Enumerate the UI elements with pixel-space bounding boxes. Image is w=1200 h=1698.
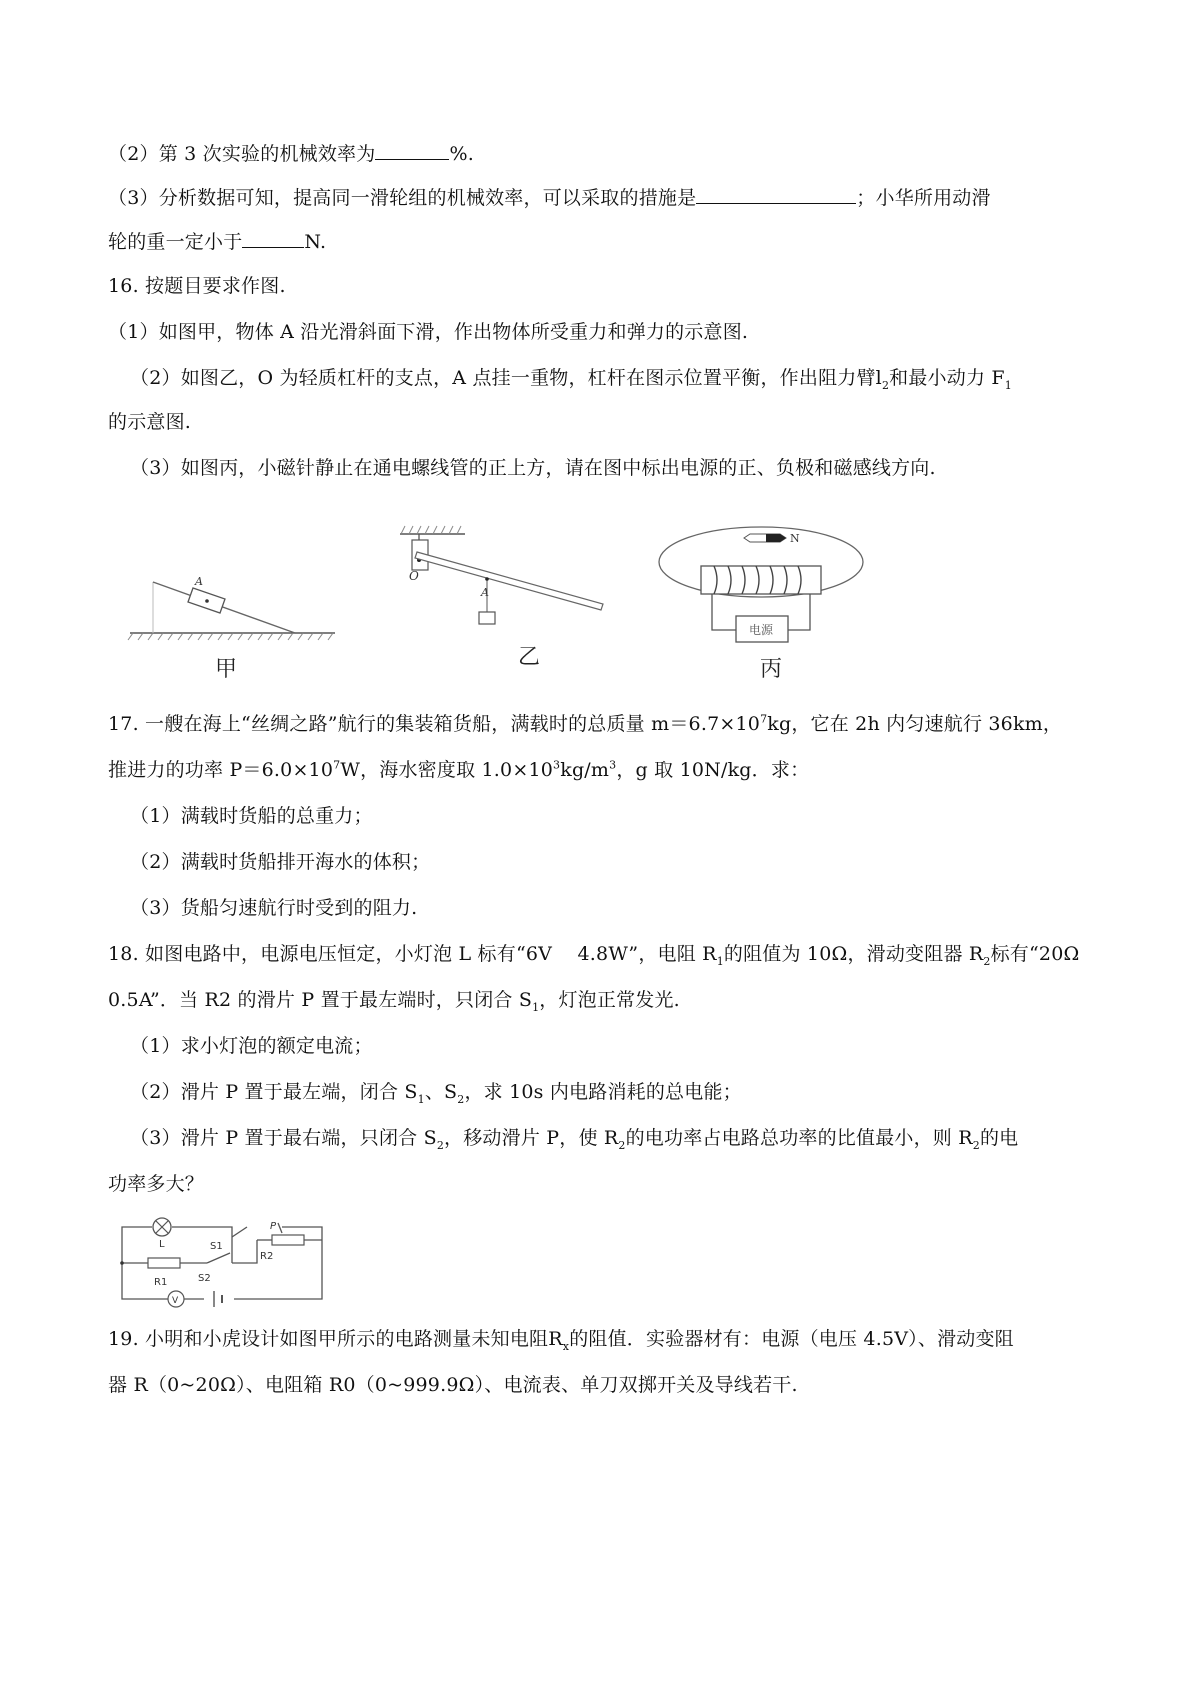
answer-blank bbox=[696, 185, 856, 204]
q18-part3-text3: 的电功率占电路总功率的比值最小，则 R bbox=[625, 1127, 973, 1149]
q19-stem-text2: 的阻值．实验器材有：电源（电压 4.5V）、滑动变阻 bbox=[569, 1328, 1014, 1350]
q15-part3-text2: ；小华所用动滑 bbox=[856, 187, 991, 209]
q16-part2 bbox=[130, 364, 1012, 392]
q15-part2-text: （2）第 3 次实验的机械效率为 bbox=[108, 143, 376, 165]
q17-stem-text2: kg，它在 2h 内匀速航行 36km， bbox=[767, 713, 1063, 735]
figure-yi-lever bbox=[395, 522, 610, 642]
answer-blank bbox=[242, 229, 304, 248]
subscript: 2 bbox=[983, 954, 991, 968]
q15-part2 bbox=[108, 140, 474, 168]
q18-part3-text: （3）滑片 P 置于最右端，只闭合 S bbox=[130, 1127, 437, 1149]
figure-q18-circuit bbox=[112, 1215, 337, 1310]
q18-stem-text: 18. 如图电路中，电源电压恒定，小灯泡 L 标有“6V 4.8W”，电阻 R bbox=[108, 943, 717, 965]
q15-part2-unit: %. bbox=[449, 143, 474, 165]
caption-bing: 丙 bbox=[760, 657, 783, 682]
figure-bing-solenoid bbox=[656, 522, 866, 652]
subscript: x bbox=[562, 1339, 570, 1353]
superscript: 7 bbox=[760, 712, 768, 726]
label-r1: R1 bbox=[154, 1277, 168, 1288]
q18-part3-text4: 的电 bbox=[979, 1127, 1019, 1149]
q17-part3: （3）货船匀速航行时受到的阻力. bbox=[130, 897, 418, 919]
q16-part2-text2: 和最小动力 F bbox=[889, 367, 1005, 389]
q15-part3-cont bbox=[108, 228, 326, 256]
q15-part3-text3: 轮的重一定小于 bbox=[108, 231, 243, 253]
superscript: 7 bbox=[333, 758, 341, 772]
symbol-r: R bbox=[548, 1328, 563, 1350]
q18-part3-text2: ，移动滑片 P，使 R bbox=[444, 1127, 619, 1149]
subscript: 2 bbox=[618, 1138, 626, 1152]
q18-part3-cont: 功率多大？ bbox=[108, 1173, 205, 1195]
q17-part2: （2）满载时货船排开海水的体积； bbox=[130, 851, 431, 873]
q18-part3 bbox=[130, 1124, 1018, 1152]
label-n: N bbox=[790, 532, 800, 545]
label-r2: R2 bbox=[260, 1251, 274, 1262]
q17-stem-text6: ，g 取 10N/kg．求： bbox=[616, 759, 810, 781]
figure-jia-incline bbox=[125, 560, 340, 645]
label-l: L bbox=[159, 1239, 165, 1250]
subscript: 2 bbox=[457, 1092, 465, 1106]
answer-blank bbox=[375, 141, 449, 160]
q16-part2-text: （2）如图乙，O 为轻质杠杆的支点，A 点挂一重物，杠杆在图示位置平衡，作出阻力臂 bbox=[130, 367, 876, 389]
q18-part2-text: （2）滑片 P 置于最左端，闭合 S bbox=[130, 1081, 418, 1103]
label-a: A bbox=[195, 575, 203, 588]
q16-part3: （3）如图丙，小磁针静止在通电螺线管的正上方，请在图中标出电源的正、负极和磁感线方向. bbox=[130, 457, 936, 479]
q18-part2-text2: 、S bbox=[424, 1081, 458, 1103]
q17-stem bbox=[108, 710, 1062, 738]
q15-part3-unit: N. bbox=[304, 231, 327, 253]
label-s1: S1 bbox=[210, 1241, 223, 1252]
q15-part3 bbox=[108, 184, 991, 212]
q18-stem bbox=[108, 940, 1079, 968]
superscript: 3 bbox=[609, 758, 617, 772]
q18-stem-text3: 标有“20Ω bbox=[990, 943, 1080, 965]
subscript: 1 bbox=[716, 954, 724, 968]
q18-part2-text3: ，求 10s 内电路消耗的总电能； bbox=[464, 1081, 742, 1103]
q16-stem: 16. 按题目要求作图. bbox=[108, 275, 286, 297]
q19-stem bbox=[108, 1325, 1014, 1353]
subscript: 1 bbox=[532, 1000, 540, 1014]
q19-stem-cont: 器 R（0~20Ω）、电阻箱 R0（0~999.9Ω）、电流表、单刀双掷开关及导线若干. bbox=[108, 1374, 798, 1396]
q17-stem-text5: kg/m bbox=[560, 759, 610, 781]
q18-stem-cont bbox=[108, 986, 680, 1014]
q16-part1: （1）如图甲，物体 A 沿光滑斜面下滑，作出物体所受重力和弹力的示意图. bbox=[108, 321, 749, 343]
q18-stem-text5: ，灯泡正常发光. bbox=[539, 989, 680, 1011]
q17-stem-cont bbox=[108, 756, 809, 784]
q16-part2-cont: 的示意图. bbox=[108, 411, 192, 433]
q17-stem-text3: 推进力的功率 P＝6.0×10 bbox=[108, 759, 334, 781]
q17-part1: （1）满载时货船的总重力； bbox=[130, 805, 373, 827]
label-v: V bbox=[172, 1296, 179, 1306]
label-p: P bbox=[270, 1221, 277, 1232]
q17-stem-text4: W，海水密度取 1.0×10 bbox=[340, 759, 554, 781]
q18-stem-text2: 的阻值为 10Ω，滑动变阻器 R bbox=[723, 943, 984, 965]
superscript: 3 bbox=[553, 758, 561, 772]
caption-jia: 甲 bbox=[215, 657, 238, 682]
q19-stem-text: 19. 小明和小虎设计如图甲所示的电路测量未知电阻 bbox=[108, 1328, 549, 1350]
q17-stem-text: 17. 一艘在海上“丝绸之路”航行的集装箱货船，满载时的总质量 m＝6.7×10 bbox=[108, 713, 761, 735]
subscript: 2 bbox=[881, 378, 890, 392]
label-o: O bbox=[409, 569, 419, 583]
q18-part2 bbox=[130, 1078, 742, 1106]
subscript: 1 bbox=[417, 1092, 425, 1106]
label-a: A bbox=[481, 586, 489, 599]
subscript: 2 bbox=[436, 1138, 445, 1152]
subscript: 2 bbox=[972, 1138, 980, 1152]
q18-part1: （1）求小灯泡的额定电流； bbox=[130, 1035, 373, 1057]
subscript: 1 bbox=[1004, 378, 1012, 392]
label-power: 电源 bbox=[749, 623, 774, 637]
symbol-l: l bbox=[875, 367, 882, 389]
q15-part3-text: （3）分析数据可知，提高同一滑轮组的机械效率，可以采取的措施是 bbox=[108, 187, 697, 209]
caption-yi: 乙 bbox=[518, 645, 541, 670]
q18-stem-text4: 0.5A”．当 R2 的滑片 P 置于最左端时，只闭合 S bbox=[108, 989, 533, 1011]
label-s2: S2 bbox=[198, 1273, 211, 1284]
